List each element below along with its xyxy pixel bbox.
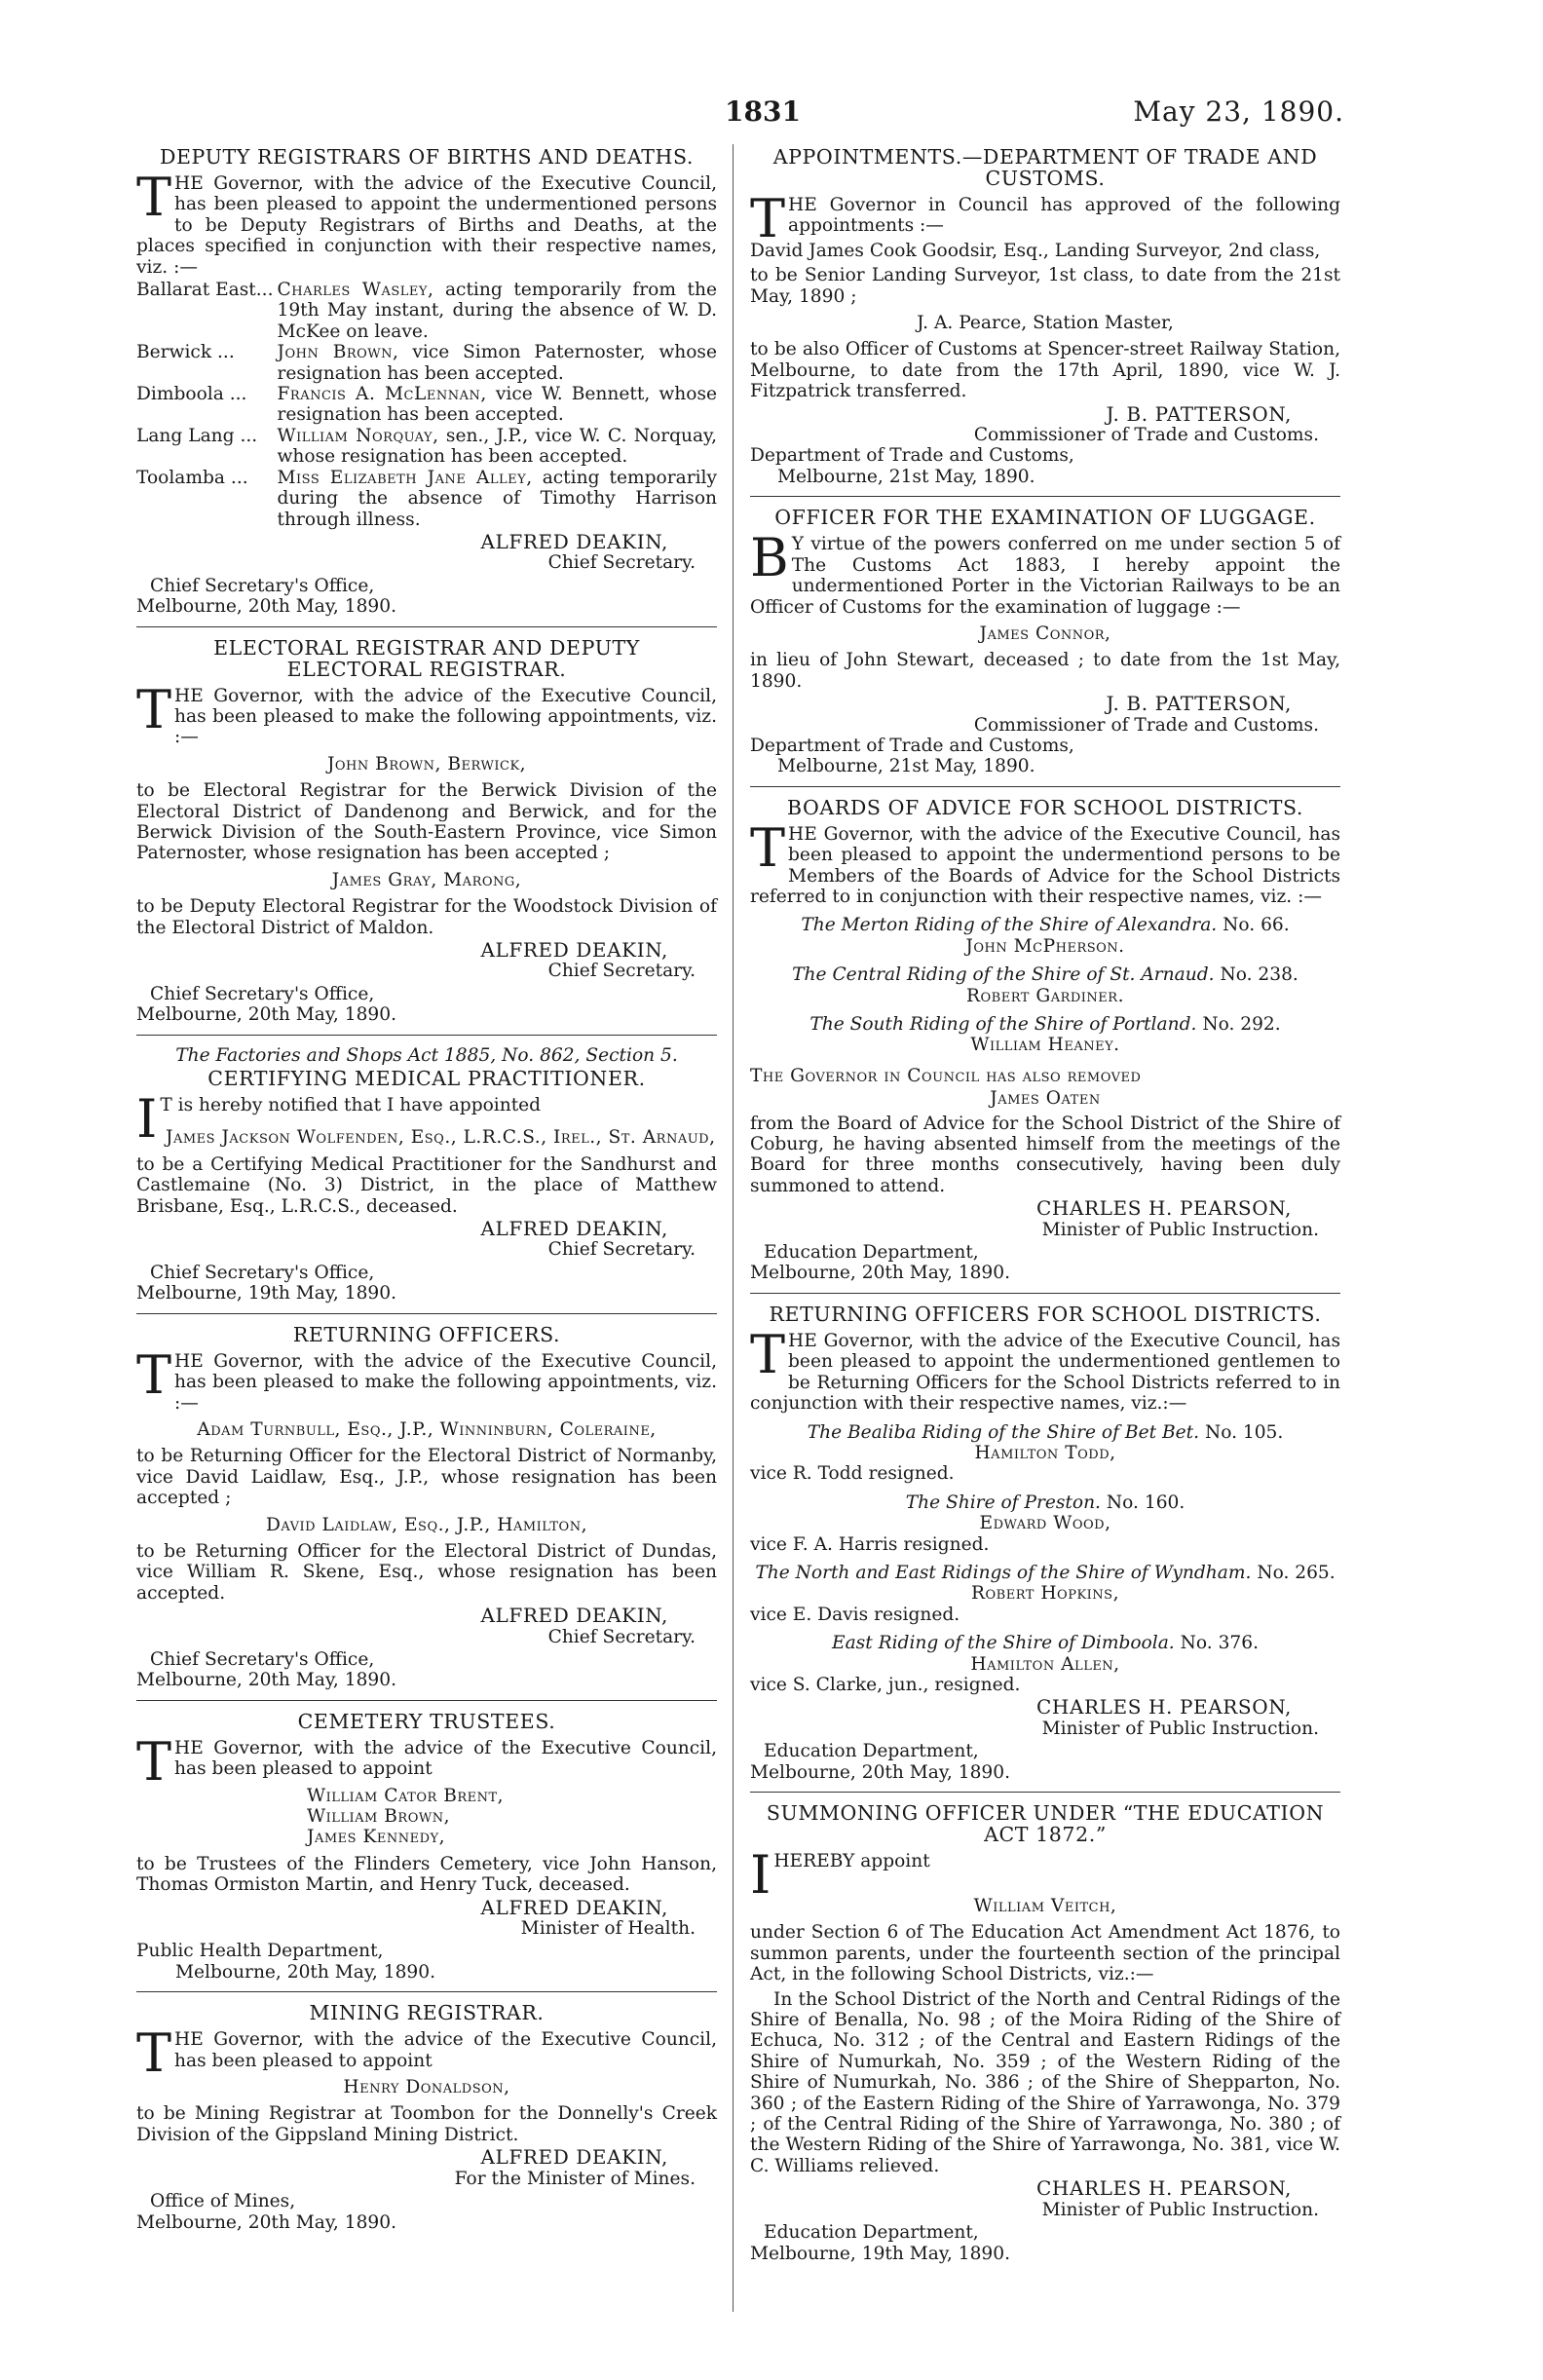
right-column <box>750 144 1340 2264</box>
appointment-text: in lieu of John Stewart, deceased ; to date from the 1st May, 1890. <box>750 650 1340 692</box>
appointee-name: Henry Donaldson, <box>343 2077 510 2098</box>
cemetery-trustees-notice <box>136 1711 717 1983</box>
signatory: CHARLES H. PEARSON, <box>1036 2176 1292 2201</box>
office: Office of Mines, <box>150 2191 296 2212</box>
officer-name: Hamilton Todd, <box>974 1442 1116 1463</box>
signatory: J. B. PATTERSON, <box>1106 692 1292 716</box>
returning-officers-notice <box>136 1324 717 1691</box>
signatory-title: For the Minister of Mines. <box>454 2168 696 2189</box>
officer-name: Edward Wood, <box>979 1513 1111 1534</box>
signatory-title: Minister of Public Instruction. <box>1041 1219 1319 1240</box>
trustee-name: James Kennedy, <box>307 1827 445 1848</box>
drop-cap: T <box>136 678 172 740</box>
place-cell: Berwick ... <box>136 342 235 363</box>
riding-entry: The North and East Ridings of the Shire of Wyndham. No. 265. <box>755 1562 1336 1583</box>
mining-registrar-notice <box>136 2002 717 2233</box>
appointee-name: David James Cook Goodsir, Esq., Landing Surveyor, 2nd class, <box>750 240 1321 261</box>
office: Education Department, <box>764 1242 979 1264</box>
appointment-text: to be Deputy Electoral Registrar for the Woodstock Division of the Electoral District of Maldon. <box>136 896 717 938</box>
entry-cell: Francis A. McLennan, vice W. Bennett, whose resignation has been accepted. <box>277 384 717 426</box>
signatory-title: Chief Secretary. <box>547 961 696 982</box>
place-cell: Lang Lang ... <box>136 425 258 446</box>
table-row <box>136 280 717 342</box>
section-title: BOARDS OF ADVICE FOR SCHOOL DISTRICTS. <box>786 795 1304 819</box>
section-divider <box>750 1792 1340 1793</box>
office: Public Health Department, <box>136 1941 384 1962</box>
trade-customs-notice <box>750 146 1340 487</box>
appointee-name: James Gray, Marong, <box>331 869 522 890</box>
appointee-name: John Brown, Berwick, <box>326 753 527 774</box>
entry-cell: William Norquay, sen., J.P., vice W. C. Norquay, whose resignation has been accepted. <box>277 425 717 468</box>
notice-intro: THE Governor, with the advice of the Executive Council, has been pleased to appoint the undermentiond persons to be Members of the Boards of Advice for the School Districts referred to in conjunction with their respective names, viz. :— <box>750 816 1340 907</box>
boards-of-advice-notice <box>750 797 1340 1284</box>
office-date: Melbourne, 20th May, 1890. <box>175 1961 435 1983</box>
entry-cell: Miss Elizabeth Jane Alley, acting temporarily during the absence of Timothy Harrison through illness. <box>277 467 718 530</box>
signatory: ALFRED DEAKIN, <box>480 938 668 962</box>
section-divider <box>136 1313 717 1314</box>
office: Chief Secretary's Office, <box>150 1262 375 1283</box>
place-cell: Toolamba ... <box>136 467 248 488</box>
signatory: ALFRED DEAKIN, <box>480 2145 668 2170</box>
place-cell: Ballarat East... <box>136 280 274 301</box>
section-title: DEPUTY REGISTRARS OF BIRTHS AND DEATHS. <box>159 145 695 169</box>
office-date: Melbourne, 21st May, 1890. <box>777 756 1035 777</box>
section-title: CERTIFYING MEDICAL PRACTITIONER. <box>207 1067 646 1091</box>
entry-cell: John Brown, vice Simon Paternoster, whose resignation has been accepted. <box>277 342 717 384</box>
office-date: Melbourne, 20th May, 1890. <box>136 2211 396 2233</box>
riding-entry: The South Riding of the Shire of Portland. No. 292. <box>809 1014 1281 1035</box>
appointment-text: to be Returning Officer for the Electoral District of Normanby, vice David Laidlaw, Esq., J.P., whose resignation has been accepted ; <box>136 1446 717 1509</box>
drop-cap: I <box>750 1844 772 1906</box>
removal-text: from the Board of Advice for the School District of the Shire of Coburg, he having absented himself from the meetings of the Board for three months consecutively, having been duly summoned to attend. <box>750 1113 1340 1196</box>
luggage-officer-notice <box>750 507 1340 776</box>
signatory: ALFRED DEAKIN, <box>480 1604 668 1628</box>
notice-intro: THE Governor, with the advice of the Executive Council, has been pleased to appoint the undermentioned gentlemen to be Returning Officers for the School Districts referred to in conjunction with their respective names, viz.:— <box>750 1323 1340 1415</box>
signatory-title: Chief Secretary. <box>547 552 696 574</box>
office: Chief Secretary's Office, <box>150 575 375 596</box>
deputy-registrars-notice <box>136 146 717 618</box>
appointee-name: Adam Turnbull, Esq., J.P., Winninburn, Coleraine, <box>197 1418 657 1440</box>
office: Department of Trade and Customs, <box>750 735 1074 756</box>
masthead <box>136 95 1344 134</box>
appointee-name: David Laidlaw, Esq., J.P., Hamilton, <box>266 1514 587 1535</box>
notice-intro: I T is hereby notified that I have appointed <box>136 1088 542 1151</box>
appointment-text: under Section 6 of The Education Act Amendment Act 1876, to summon parents, under the fourteenth section of the principal Act, in the following School Districts, viz.:— <box>750 1922 1340 1985</box>
notice-intro: THE Governor, with the advice of the Executive Council, has been pleased to appoint <box>136 1730 717 1793</box>
notice-intro: THE Governor, with the advice of the Executive Council, has been pleased to appoint the undermentioned persons to be Deputy Registrars of Births and Deaths, at the places specified in conjunction with their respective names, viz. :— <box>136 167 717 278</box>
vice-line: vice F. A. Harris resigned. <box>750 1533 990 1555</box>
signatory: CHARLES H. PEARSON, <box>1036 1695 1292 1719</box>
section-title: SUMMONING OFFICER UNDER “THE EDUCATION ACT 1872.” <box>766 1801 1325 1846</box>
riding-entry: The Central Riding of the Shire of St. Arnaud. No. 238. <box>792 964 1298 986</box>
signatory-title: Chief Secretary. <box>547 1239 696 1261</box>
section-title: RETURNING OFFICERS FOR SCHOOL DISTRICTS. <box>769 1302 1322 1326</box>
member-name: William Heaney. <box>970 1035 1120 1056</box>
appointment-table <box>136 280 717 530</box>
signatory-title: Commissioner of Trade and Customs. <box>973 425 1319 446</box>
section-divider <box>136 626 717 627</box>
appointment-text: to be Trustees of the Flinders Cemetery, vice John Hanson, Thomas Ormiston Martin, and Henry Tuck, deceased. <box>136 1853 717 1896</box>
signatory-title: Minister of Public Instruction. <box>1041 1718 1319 1739</box>
section-divider <box>136 1991 717 1992</box>
removed-member-name: James Oaten <box>990 1088 1101 1110</box>
section-title: ELECTORAL REGISTRAR AND DEPUTY ELECTORAL REGISTRAR. <box>213 635 640 681</box>
notice-intro: B Y virtue of the powers conferred on me under section 5 of The Customs Act 1883, I hereby appoint the undermentioned Porter in the Victorian Railways to be an Officer of Customs for the examination of luggage :— <box>750 527 1340 618</box>
office: Education Department, <box>764 2222 979 2244</box>
office: Education Department, <box>764 1741 979 1762</box>
school-returning-officers-notice <box>750 1303 1340 1783</box>
appointee-name: William Veitch, <box>973 1896 1117 1916</box>
notice-intro: THE Governor in Council has approved of the following appointments :— <box>750 188 1340 249</box>
office: Chief Secretary's Office, <box>150 983 375 1004</box>
section-divider <box>136 1035 717 1036</box>
riding-entry: The Merton Riding of the Shire of Alexandra. No. 66. <box>801 915 1290 936</box>
office-date: Melbourne, 20th May, 1890. <box>750 1263 1010 1284</box>
member-name: John McPherson. <box>965 935 1125 957</box>
page-number: 1831 <box>725 95 801 128</box>
entry-cell: Charles Wasley, acting temporarily from the 19th May instant, during the absence of W. D. McKee on leave. <box>277 280 717 342</box>
office-date: Melbourne, 20th May, 1890. <box>136 1670 396 1691</box>
section-title: OFFICER FOR THE EXAMINATION OF LUGGAGE. <box>774 506 1316 530</box>
drop-cap: T <box>750 188 786 249</box>
signatory: ALFRED DEAKIN, <box>480 1895 668 1919</box>
notice-intro: IHEREBY appoint <box>750 1844 930 1906</box>
signatory: ALFRED DEAKIN, <box>480 529 668 553</box>
drop-cap: B <box>750 527 789 589</box>
left-column <box>136 144 717 2233</box>
table-row <box>136 468 717 530</box>
notice-intro: THE Governor, with the advice of the Executive Council, has been pleased to appoint <box>136 2022 717 2085</box>
riding-entry: East Riding of the Shire of Dimboola. No. 376. <box>832 1633 1259 1654</box>
act-reference: The Factories and Shops Act 1885, No. 862, Section 5. <box>175 1044 678 1066</box>
section-divider <box>750 786 1340 787</box>
appointment-text: to be a Certifying Medical Practitioner for the Sandhurst and Castlemaine (No. 3) District, in the place of Matthew Brisbane, Esq., L.R.C.S., deceased. <box>136 1153 717 1217</box>
appointee-name: J. A. Pearce, Station Master, <box>917 313 1174 334</box>
removal-intro: The Governor in Council has also removed <box>750 1065 1142 1086</box>
officer-name: Robert Hopkins, <box>971 1583 1119 1605</box>
electoral-registrar-notice <box>136 637 717 1026</box>
section-divider <box>750 496 1340 497</box>
appointment-text: to be Electoral Registrar for the Berwick Division of the Electoral District of Dandenong and Berwick, and for the Berwick Division of the South-Eastern Province, vice Simon Paternoster, whose resignation has been accepted ; <box>136 780 717 864</box>
office-date: Melbourne, 20th May, 1890. <box>750 1761 1010 1783</box>
drop-cap: T <box>750 1323 786 1385</box>
trustee-name: William Brown, <box>307 1806 451 1827</box>
section-title: RETURNING OFFICERS. <box>292 1322 561 1346</box>
trustee-name: William Cator Brent, <box>307 1785 505 1806</box>
table-row <box>136 426 717 468</box>
officer-name: Hamilton Allen, <box>970 1653 1120 1675</box>
certifying-practitioner-notice <box>136 1045 717 1304</box>
signatory-title: Chief Secretary. <box>547 1626 696 1647</box>
place-cell: Dimboola ... <box>136 384 247 405</box>
vice-line: vice E. Davis resigned. <box>750 1604 960 1625</box>
drop-cap: T <box>136 167 172 228</box>
trustee-names <box>307 1786 717 1848</box>
signatory: CHARLES H. PEARSON, <box>1036 1196 1292 1221</box>
table-row <box>136 384 717 426</box>
vice-line: vice R. Todd resigned. <box>750 1463 955 1485</box>
drop-cap: T <box>750 816 786 879</box>
office: Chief Secretary's Office, <box>150 1648 375 1670</box>
riding-entry: The Shire of Preston. No. 160. <box>905 1492 1185 1513</box>
signatory-title: Minister of Public Instruction. <box>1041 2199 1319 2220</box>
vice-line: vice S. Clarke, jun., resigned. <box>750 1674 1021 1695</box>
drop-cap: I <box>136 1088 158 1151</box>
office-date: Melbourne, 20th May, 1890. <box>136 596 396 618</box>
section-title: CEMETERY TRUSTEES. <box>297 1709 556 1733</box>
section-divider <box>750 1293 1340 1294</box>
section-divider <box>136 1700 717 1701</box>
issue-date: May 23, 1890. <box>1133 95 1344 128</box>
notice-intro: THE Governor, with the advice of the Executive Council, has been pleased to make the following appointments, viz. :— <box>136 678 717 748</box>
signatory: ALFRED DEAKIN, <box>480 1217 668 1241</box>
riding-entry: The Bealiba Riding of the Shire of Bet Bet. No. 105. <box>807 1421 1284 1443</box>
office-date: Melbourne, 19th May, 1890. <box>136 1283 396 1304</box>
column-divider <box>733 144 734 2312</box>
district-list: In the School District of the North and Central Ridings of the Shire of Benalla, No. 98 ; of the Moira Riding of the Shire of Echuca, No. 312 ; of the Central and Eastern Ridings of the Shire of Numurkah, No. 359 ; of the Western Riding of the Shire of Numurkah, No. 386 ; of the Shire of Shepparton, No. 360 ; of the Eastern Riding of the Shire of Yarrawonga, No. 379 ; of the Central Riding of the Shire of Yarrawonga, No. 380 ; of the Western Riding of the Shire of Yarrawonga, No. 381, vice W. C. Williams relieved. <box>750 1988 1340 2176</box>
drop-cap: T <box>136 1730 172 1793</box>
drop-cap: T <box>136 2022 172 2085</box>
signatory-title: Commissioner of Trade and Customs. <box>973 714 1319 736</box>
summoning-officer-notice <box>750 1802 1340 2264</box>
signatory: J. B. PATTERSON, <box>1106 401 1292 426</box>
section-title: APPOINTMENTS.—DEPARTMENT OF TRADE AND CUSTOMS. <box>772 145 1318 190</box>
appointment-text: to be also Officer of Customs at Spencer-street Railway Station, Melbourne, to date from the 17th April, 1890, vice W. J. Fitzpatrick transferred. <box>750 339 1340 402</box>
appointee-name: James Connor, <box>979 623 1111 644</box>
drop-cap: T <box>136 1343 172 1406</box>
notice-intro: THE Governor, with the advice of the Executive Council, has been pleased to make the following appointments, viz. :— <box>136 1343 717 1414</box>
appointment-text: to be Mining Registrar at Toombon for the Donnelly's Creek Division of the Gippsland Mining District. <box>136 2103 717 2145</box>
office-date: Melbourne, 19th May, 1890. <box>750 2243 1010 2264</box>
office-date: Melbourne, 20th May, 1890. <box>136 1004 396 1026</box>
section-title: MINING REGISTRAR. <box>309 2001 545 2025</box>
table-row <box>136 342 717 384</box>
appointee-name: James Jackson Wolfenden, Esq., L.R.C.S., Irel., St. Arnaud, <box>166 1127 716 1149</box>
appointment-text: to be Senior Landing Surveyor, 1st class, to date from the 21st May, 1890 ; <box>750 265 1340 307</box>
office-date: Melbourne, 21st May, 1890. <box>777 466 1035 487</box>
signatory-title: Minister of Health. <box>520 1918 696 1940</box>
appointment-text: to be Returning Officer for the Electoral District of Dundas, vice William R. Skene, Esq., whose resignation has been accepted. <box>136 1540 717 1604</box>
office: Department of Trade and Customs, <box>750 445 1074 467</box>
member-name: Robert Gardiner. <box>966 985 1124 1006</box>
